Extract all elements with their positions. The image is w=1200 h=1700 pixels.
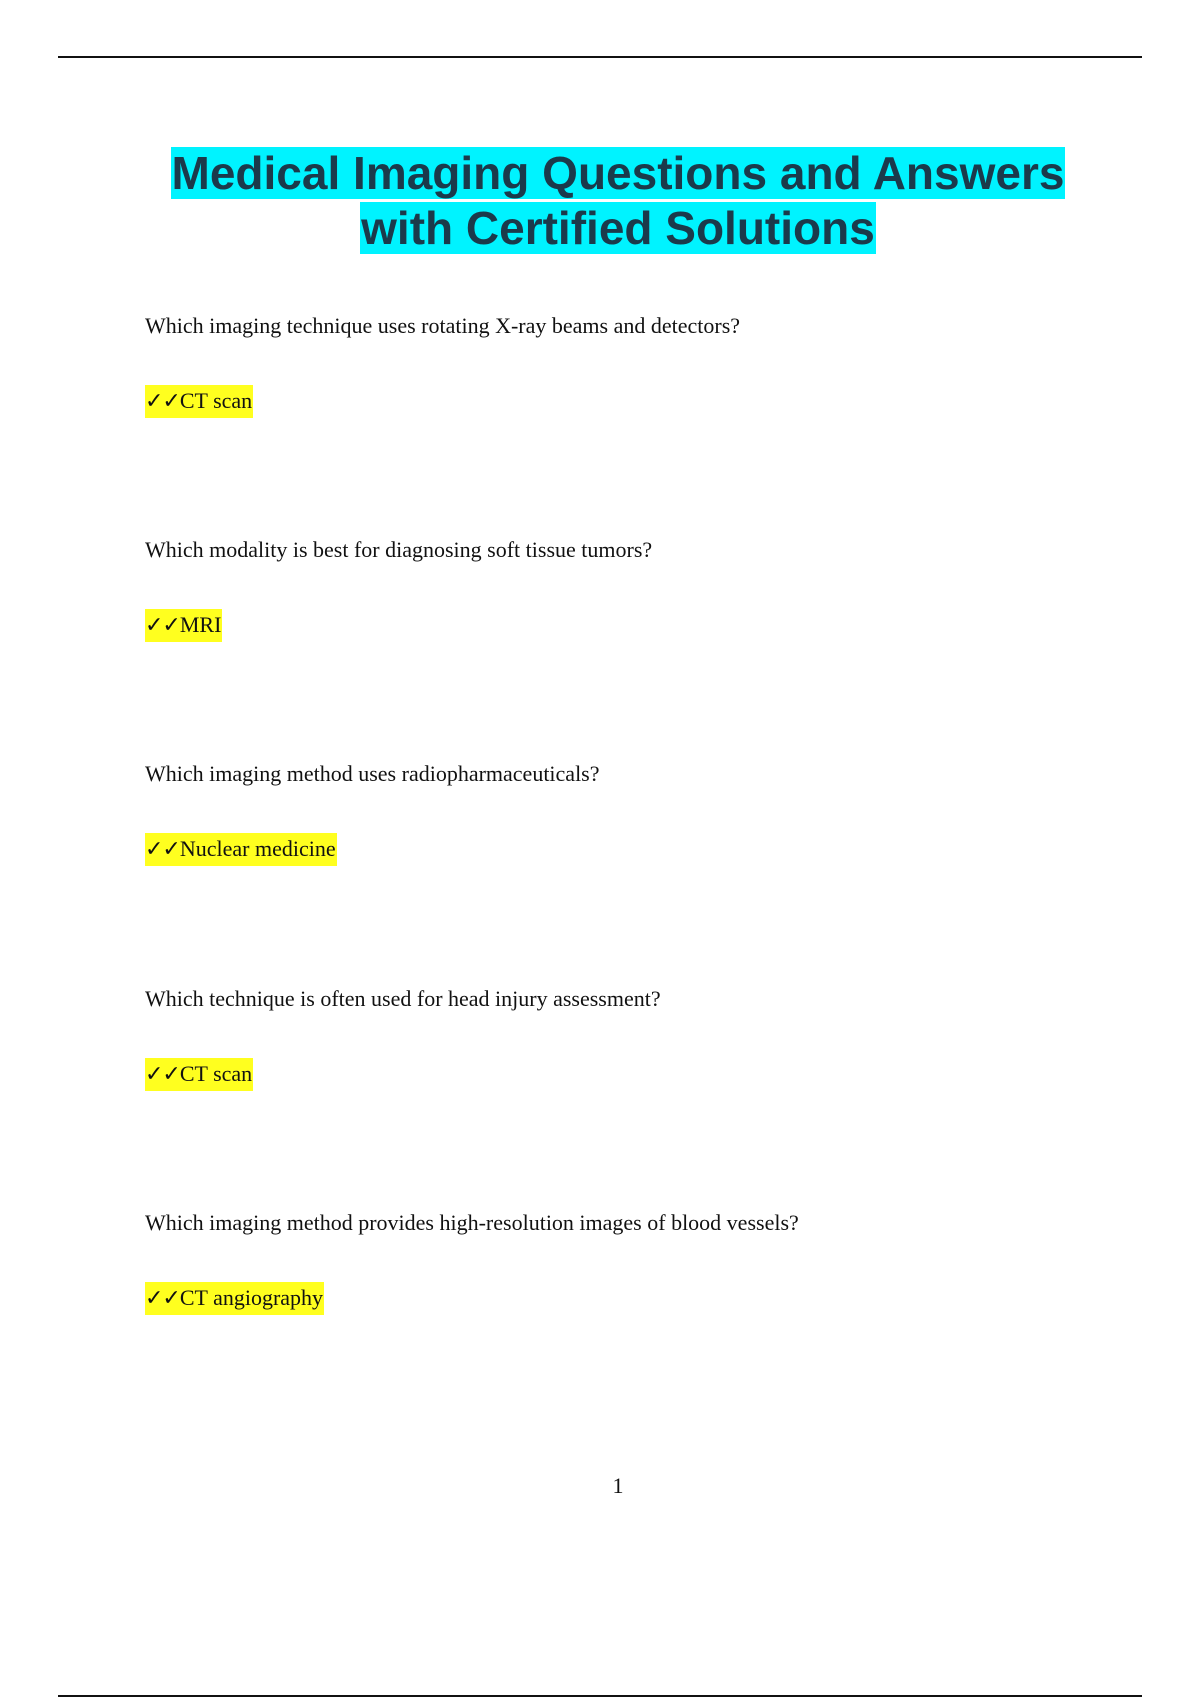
answer-text: CT scan bbox=[179, 1061, 253, 1086]
answer-highlight bbox=[145, 1058, 253, 1091]
answer-text: Nuclear medicine bbox=[179, 836, 336, 861]
question-text: Which imaging technique uses rotating X-ray beams and detectors? bbox=[145, 313, 741, 338]
answer-highlight bbox=[145, 833, 337, 866]
answer-highlight bbox=[145, 1282, 324, 1315]
double-check-icon: ✓✓ bbox=[145, 1062, 180, 1087]
page-number: 1 bbox=[612, 1473, 624, 1498]
answer-highlight bbox=[145, 609, 222, 642]
question-text: Which modality is best for diagnosing soft tissue tumors? bbox=[145, 537, 653, 562]
question-text: Which imaging method uses radiopharmaceuticals? bbox=[145, 761, 600, 786]
double-check-icon: ✓✓ bbox=[145, 1286, 180, 1311]
answer-text: CT angiography bbox=[179, 1285, 324, 1310]
answer-highlight bbox=[145, 385, 253, 418]
document-title bbox=[0, 146, 1200, 256]
double-check-icon: ✓✓ bbox=[145, 837, 180, 862]
double-check-icon: ✓✓ bbox=[145, 613, 180, 638]
question-text: Which technique is often used for head injury assessment? bbox=[145, 986, 661, 1011]
header-rule bbox=[58, 56, 1142, 58]
title-line-1: Medical Imaging Questions and Answers bbox=[171, 147, 1065, 199]
double-check-icon: ✓✓ bbox=[145, 389, 180, 414]
answer-text: MRI bbox=[179, 612, 222, 637]
question-text: Which imaging method provides high-resolution images of blood vessels? bbox=[145, 1210, 799, 1235]
footer-rule bbox=[58, 1695, 1142, 1697]
title-line-2: with Certified Solutions bbox=[361, 202, 875, 254]
answer-text: CT scan bbox=[179, 388, 253, 413]
